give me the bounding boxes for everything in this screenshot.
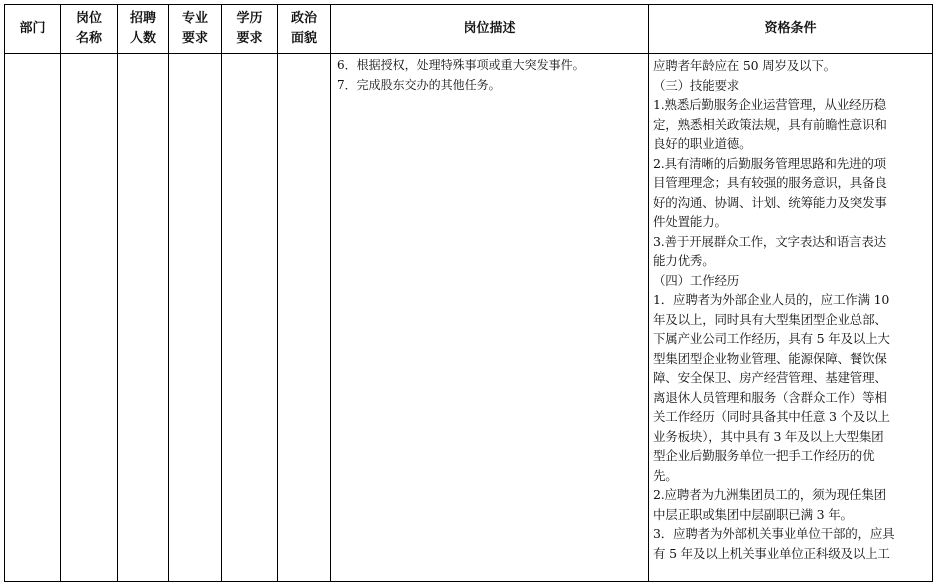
header-dept [5,5,61,54]
text-line: 障、安全保卫、房产经营管理、基建管理、 [653,370,887,385]
text-line: 7．完成股东交办的其他任务。 [337,77,501,92]
text-line: 型企业后勤服务单位一把手工作经历的优 [653,448,875,463]
header-education [222,5,278,54]
text-line: （三）技能要求 [653,77,740,93]
header-label-line: 招聘 [129,11,156,26]
text-line: 好的沟通、协调、计划、统筹能力及突发事 [653,194,887,210]
header-major [169,5,222,54]
text-line: 2.应聘者为九洲集团员工的，须为现任集团 [653,487,886,502]
cell-political [278,54,331,582]
header-label-line: 要求 [236,31,263,46]
header-label-line: 部门 [19,21,46,36]
text-line: 有 5 年及以上机关事业单位正科级及以上工 [653,545,890,561]
text-line: 定，熟悉相关政策法规，具有前瞻性意识和 [653,116,887,132]
text-line: 3．应聘者为外部机关事业单位干部的，应具 [653,526,895,541]
text-line: 型集团型企业物业管理、能源保障、餐饮保 [653,350,887,366]
cell-recruit-count [118,54,169,582]
cell-dept [5,54,61,582]
header-post-desc [331,5,649,54]
cell-post-desc [331,54,649,582]
header-label-line: 学历 [236,11,263,26]
text-line: 能力优秀。 [653,253,715,268]
text-line: 离退休人员管理和服务（含群众工作）等相 [653,389,887,405]
text-line: 6．根据授权，处理特殊事项或重大突发事件。 [337,58,585,72]
header-post-name [61,5,118,54]
header-label-line: 岗位 [75,11,102,26]
text-line: 1.熟悉后勤服务企业运营管理，从业经历稳 [653,97,886,112]
text-line: 2.具有清晰的后勤服务管理思路和先进的项 [653,155,886,171]
header-label-line: 要求 [181,31,208,46]
header-label-line: 专业 [181,11,208,26]
text-line: 良好的职业道德。 [653,136,752,151]
text-line: 关工作经历（同时具备其中任意 3 个及以上 [653,409,890,424]
cell-post-name [61,54,118,582]
header-recruit-count [118,5,169,54]
header-label-line: 资格条件 [764,21,817,36]
text-line: 1．应聘者为外部企业人员的，应工作满 10 [653,292,890,307]
text-line: 先。 [653,467,678,483]
header-qualification [649,5,933,54]
text-line: 3.善于开展群众工作，文字表达和语言表达 [653,233,886,249]
header-label-line: 面貌 [290,31,317,46]
text-line: 年及以上，同时具有大型集团型企业总部、 [653,311,887,327]
recruitment-table [4,4,933,582]
header-label-line: 人数 [129,31,156,46]
text-line: 件处置能力。 [653,214,727,229]
header-label-line: 岗位描述 [463,21,516,36]
cell-education [222,54,278,582]
cell-major [169,54,222,582]
text-line: 目管理理念；具有较强的服务意识，具备良 [653,175,887,190]
table-row [5,54,933,582]
header-political [278,5,331,54]
cell-qualification [649,54,933,582]
text-line: （四）工作经历 [653,272,740,288]
header-label-line: 名称 [75,31,102,46]
text-line: 应聘者年龄应在 50 周岁及以下。 [653,58,836,73]
text-line: 下属产业公司工作经历，具有 5 年及以上大 [653,331,890,346]
header-row [5,5,933,54]
header-label-line: 政治 [290,11,317,26]
text-line: 中层正职或集团中层副职已满 3 年。 [653,506,853,522]
text-line: 业务板块），其中具有 3 年及以上大型集团 [653,428,884,444]
